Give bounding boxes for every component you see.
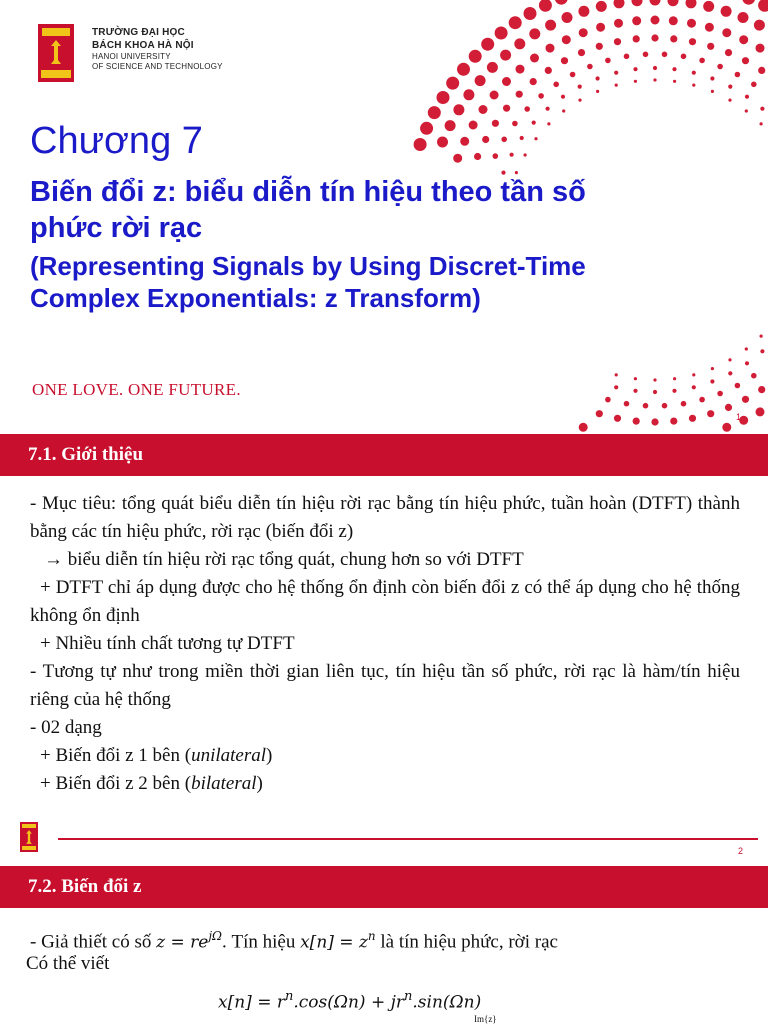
decorative-dot [469, 121, 478, 130]
text-line-goal: - Mục tiêu: tổng quát biểu diễn tín hiệu rời rạc bằng tín hiệu phức, tuần hoàn (DTFT) thành bằng các tín hiệu phức, rời rạc (biến đổi z) [30, 493, 740, 542]
decorative-dot [614, 415, 621, 422]
decorative-dot [596, 410, 603, 417]
decorative-dot [546, 107, 550, 111]
decorative-dot [711, 367, 714, 370]
university-name-en-1: HANOI UNIVERSITY [92, 52, 171, 61]
decorative-dot [532, 121, 536, 125]
decorative-dot [596, 43, 603, 50]
decorative-dot [579, 28, 588, 37]
decorative-dot [570, 72, 576, 78]
university-logo [38, 24, 74, 82]
section-header: 7.2. Biến đổi z [0, 866, 768, 908]
decorative-dot [538, 93, 544, 99]
decorative-dot [728, 358, 731, 361]
decorative-dot [596, 76, 600, 80]
chapter-subtitle-en: (Representing Signals by Using Discret-Time Complex Exponentials: z Transform) [30, 251, 586, 313]
decorative-dot [687, 19, 696, 28]
decorative-dot [632, 0, 643, 6]
decorative-dot [596, 23, 605, 32]
decorative-dot [502, 77, 511, 86]
decorative-dot [474, 153, 481, 160]
decorative-dot [615, 84, 618, 87]
decorative-dot [614, 0, 625, 8]
decorative-dot [717, 64, 723, 70]
decorative-dot [510, 153, 514, 157]
decorative-dot [539, 0, 552, 12]
university-name-vi-1: TRƯỜNG ĐẠI HỌC [92, 27, 185, 38]
decorative-dot [692, 84, 695, 87]
university-name-en-2: OF SCIENCE AND TECHNOLOGY [92, 62, 223, 71]
decorative-dot [615, 373, 618, 376]
decorative-dot [524, 153, 527, 156]
footer-logo [20, 822, 38, 852]
decorative-dot [500, 50, 511, 61]
decorative-dot [457, 63, 470, 76]
decorative-dot [605, 397, 611, 403]
decorative-dot [453, 104, 464, 115]
decorative-dot [728, 99, 731, 102]
decorative-dot [670, 35, 677, 42]
decorative-dot [651, 16, 660, 25]
decorative-dot [751, 82, 757, 88]
intro-slide [0, 432, 768, 864]
decorative-dot [662, 52, 668, 58]
decorative-dot [463, 89, 474, 100]
decorative-dot [516, 91, 523, 98]
decorative-dot [651, 418, 658, 425]
decorative-dot [634, 80, 637, 83]
decorative-dot [633, 418, 640, 425]
decorative-dot [561, 95, 565, 99]
decorative-dot [453, 154, 462, 163]
decorative-dot [562, 35, 571, 44]
decorative-dot [561, 57, 568, 64]
decorative-dot [445, 120, 456, 131]
decorative-dot [705, 23, 714, 32]
decorative-dot [578, 49, 585, 56]
chapter-title: Chương 7 [30, 120, 203, 162]
decorative-dot [512, 121, 518, 127]
decorative-dot [692, 385, 696, 389]
decorative-dot [545, 67, 552, 74]
equation-xn: $x[n] = r^n.\cos(\Omega n) + jr^n.\sin(\Omega n)$ [218, 989, 482, 1013]
decorative-dot [509, 16, 522, 29]
decorative-dot [492, 120, 499, 127]
decorative-dot [587, 64, 593, 70]
decorative-dot [503, 105, 510, 112]
decorative-dot [653, 378, 656, 381]
decorative-dot [673, 80, 676, 83]
section-header: 7.1. Giới thiệu [0, 434, 768, 476]
decorative-dot [555, 0, 568, 5]
decorative-dot [742, 0, 755, 5]
decorative-dot [651, 34, 658, 41]
decorative-dot [495, 27, 508, 40]
decorative-dot [669, 16, 678, 25]
decorative-dot [670, 418, 677, 425]
decorative-dot [633, 389, 637, 393]
decorative-dot [614, 385, 618, 389]
decorative-dot [501, 137, 507, 143]
decorative-dot [633, 67, 637, 71]
decorative-dot [681, 54, 687, 60]
decorative-dot [578, 99, 581, 102]
decorative-dot [725, 404, 732, 411]
decorative-dot [692, 71, 696, 75]
text-line-write: Có thể viết [26, 953, 110, 974]
decorative-dot [672, 67, 676, 71]
logo-emblem-icon [49, 40, 63, 64]
decorative-dot [634, 377, 637, 380]
decorative-dot [728, 85, 732, 89]
decorative-dot [524, 7, 537, 20]
decorative-dot [562, 12, 573, 23]
decorative-dot [414, 138, 427, 151]
decorative-dot [707, 410, 714, 417]
decorative-dot [721, 6, 732, 17]
decorative-dot [562, 109, 565, 112]
decorative-dot [699, 397, 705, 403]
decorative-dot [745, 95, 749, 99]
university-name [92, 26, 223, 72]
decorative-dot [534, 137, 537, 140]
decorative-dot [673, 377, 676, 380]
text-line-arrow: → biểu diễn tín hiệu rời rạc tổng quát, chung hơn so với DTFT [44, 549, 524, 570]
decorative-dot [469, 50, 482, 63]
slogan: ONE LOVE. ONE FUTURE. [32, 380, 241, 399]
text-line-unilateral: + Biến đổi z 1 bên (unilateral) [40, 745, 273, 766]
title-slide [0, 0, 768, 432]
decorative-dot [530, 54, 539, 63]
decorative-dot [692, 373, 695, 376]
decorative-dot [614, 19, 623, 28]
decorative-dot [710, 76, 714, 80]
decorative-dot [745, 347, 748, 350]
decorative-dot [760, 107, 764, 111]
decorative-dot [703, 1, 714, 12]
decorative-dot [530, 78, 537, 85]
footer-divider [58, 838, 758, 840]
decorative-dot [672, 389, 676, 393]
decorative-dot [742, 396, 749, 403]
decorative-dot [605, 58, 611, 64]
decorative-dot [728, 371, 732, 375]
decorative-dot [758, 67, 765, 74]
decorative-dot [578, 85, 582, 89]
decorative-dot [643, 403, 649, 409]
decorative-dot [546, 44, 555, 53]
decorative-dot [475, 75, 486, 86]
decorative-dot [711, 90, 714, 93]
decorative-dot [596, 90, 599, 93]
decorative-dot [479, 105, 488, 114]
decorative-dot [624, 401, 630, 407]
text-line-dtft-stable: + DTFT chỉ áp dụng được cho hệ thống ổn định còn biến đổi z có thể áp dụng cho hệ thống không ổn định [30, 577, 740, 626]
decorative-dot [699, 58, 705, 64]
page-number: 1 [736, 412, 742, 422]
decorative-dot [760, 335, 763, 338]
decorative-dot [437, 137, 448, 148]
decorative-dot [420, 122, 433, 135]
axis-label-imaginary: Im{z} [474, 1014, 497, 1024]
decorative-dot [650, 0, 661, 6]
page-number: 2 [738, 846, 744, 856]
decorative-dot [553, 82, 559, 88]
decorative-dot [446, 77, 459, 90]
decorative-dot [632, 16, 641, 25]
text-line-properties: + Nhiều tính chất tương tự DTFT [40, 633, 295, 654]
decorative-dot [579, 423, 588, 432]
text-line-assumption: - Giả thiết có số $z = re^{j\Omega}$. Tín hiệu $x[n] = z^n$ là tín hiệu phức, rời rạc [30, 929, 558, 953]
decorative-dot [487, 62, 498, 73]
decorative-dot [437, 91, 450, 104]
decorative-dot [524, 106, 530, 112]
chapter-subtitle-vi: Biến đổi z: biểu diễn tín hiệu theo tần số phức rời rạc [30, 176, 586, 244]
decorative-dot [493, 153, 499, 159]
decorative-dot [722, 28, 731, 37]
decorative-dot [760, 349, 764, 353]
decorative-dot [722, 423, 731, 432]
decorative-dot [745, 361, 749, 365]
decorative-dot [689, 415, 696, 422]
decorative-dot [725, 49, 732, 56]
decorative-dot [760, 122, 763, 125]
decorative-dot [710, 379, 714, 383]
decorative-dot [758, 386, 765, 393]
footer-logo-emblem-icon [25, 830, 33, 844]
decorative-dot [547, 122, 550, 125]
text-line-forms: - 02 dạng [30, 717, 102, 738]
decorative-dot [739, 35, 748, 44]
decorative-dot [482, 136, 489, 143]
decorative-dot [754, 20, 765, 31]
decorative-dot [756, 407, 765, 416]
decorative-dot [514, 38, 525, 49]
z-transform-slide [0, 864, 768, 1024]
text-line-bilateral: + Biến đổi z 2 bên (bilateral) [40, 773, 263, 794]
decorative-dot [735, 72, 741, 78]
decorative-dot [578, 6, 589, 17]
decorative-dot [653, 66, 657, 70]
decorative-dot [742, 57, 749, 64]
decorative-dot [686, 0, 697, 8]
decorative-dot [490, 91, 499, 100]
decorative-dot [653, 78, 656, 81]
decorative-dot [735, 383, 741, 389]
decorative-dot [717, 391, 723, 397]
decorative-dot [681, 401, 687, 407]
decorative-dot [516, 65, 525, 74]
decorative-dot [707, 43, 714, 50]
decorative-dot [756, 44, 765, 53]
decorative-dot [662, 403, 668, 409]
decorative-dot [751, 373, 757, 379]
decorative-dot [529, 28, 540, 39]
decorative-dot [643, 52, 649, 58]
university-name-vi-2: BÁCH KHOA HÀ NỘI [92, 40, 194, 51]
decorative-dot [614, 38, 621, 45]
decorative-dot [738, 12, 749, 23]
decorative-dot [633, 35, 640, 42]
decorative-dot [481, 38, 494, 51]
decorative-dot [689, 38, 696, 45]
text-line-analogy: - Tương tự như trong miền thời gian liên tục, tín hiệu tần số phức, rời rạc là hàm/tín hiệu riêng của hệ thống [30, 661, 740, 710]
decorative-dot [545, 20, 556, 31]
decorative-dot [668, 0, 679, 6]
decorative-dot [614, 71, 618, 75]
slide-body [30, 490, 740, 798]
decorative-dot [653, 390, 657, 394]
decorative-dot [624, 54, 630, 60]
decorative-dot [758, 0, 768, 12]
decorative-dot [745, 109, 748, 112]
decorative-dot [428, 106, 441, 119]
decorative-dot [460, 137, 469, 146]
decorative-dot [596, 1, 607, 12]
decorative-dot [520, 136, 524, 140]
